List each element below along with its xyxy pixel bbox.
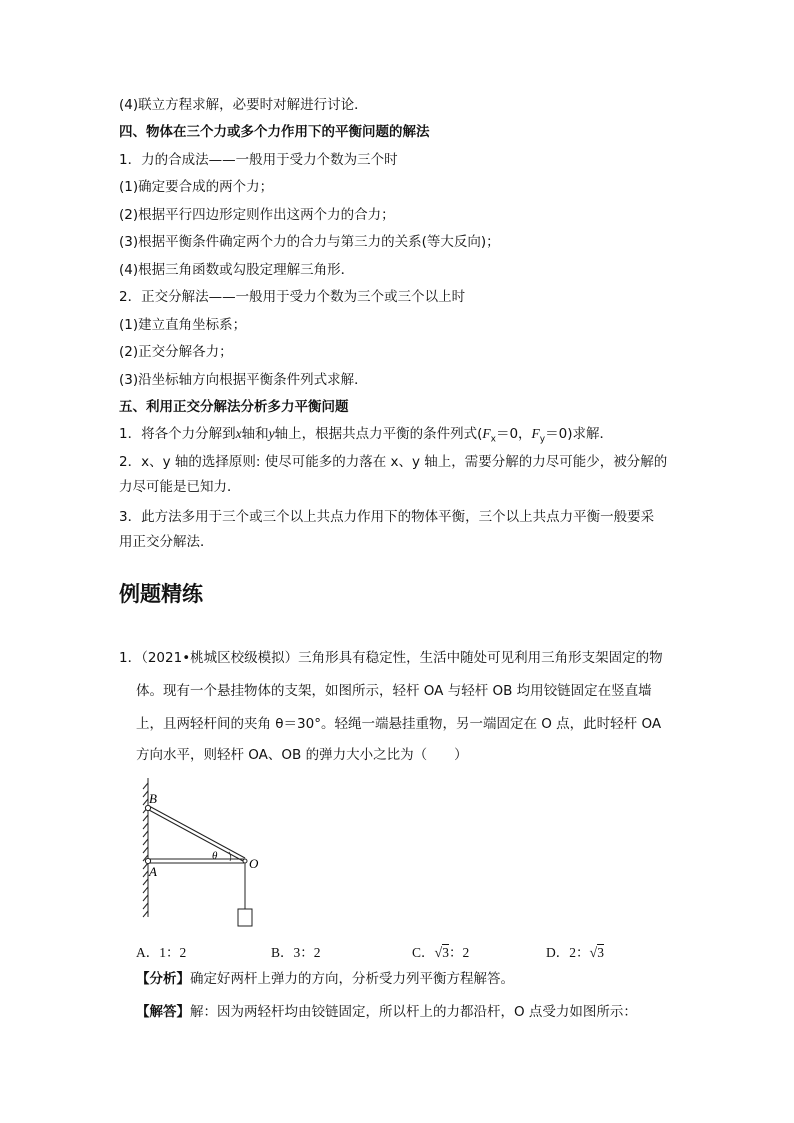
text-line: (4)联立方程求解，必要时对解进行讨论． xyxy=(119,97,368,113)
rod-ob xyxy=(149,806,245,861)
text-line: 2．正交分解法——一般用于受力个数为三个或三个以上时 xyxy=(119,289,466,305)
section-heading-four: 四、物体在三个力或多个力作用下的平衡问题的解法 xyxy=(119,124,430,140)
item-two-line2: 力尽可能是已知力． xyxy=(119,479,241,495)
item-two-line1: 2．x、y 轴的选择原则: 使尽可能多的力落在 x、y 轴上，需要分解的力尽可能少，被分解的 xyxy=(119,454,668,470)
text-line: (2)根据平行四边形定则作出这两个力的合力； xyxy=(119,207,395,223)
sqrt-sign: √ xyxy=(589,946,598,961)
bracket-diagram xyxy=(128,775,278,935)
option-b[interactable]: B．3：2 xyxy=(271,945,321,960)
sqrt-sign: √ xyxy=(434,946,443,961)
wall-hatching xyxy=(143,783,148,917)
item-three-line2: 用正交分解法． xyxy=(119,534,214,550)
text-line: (2)正交分解各力； xyxy=(119,344,233,360)
label-o: O xyxy=(249,856,259,871)
hinge-b xyxy=(145,805,150,810)
bracket-figure xyxy=(128,775,278,935)
option-d[interactable]: D．2：√3 xyxy=(546,945,604,961)
text-line: (1)确定要合成的两个力； xyxy=(119,179,274,195)
item-three-line1: 3．此方法多用于三个或三个以上共点力作用下的物体平衡，三个以上共点力平衡一般要采 xyxy=(119,509,655,525)
option-a[interactable]: A．1：2 xyxy=(136,945,187,960)
hinge-a xyxy=(145,858,150,863)
section-title: 例题精练 xyxy=(119,582,203,606)
item-one: 1．将各个力分解到x轴和y轴上，根据共点力平衡的条件列式($F_x=0$，$F_y=0$)求解． xyxy=(119,426,613,445)
question-line4: 方向水平，则轻杆 OA、OB 的弹力大小之比为（ ） xyxy=(136,747,468,763)
joint-o xyxy=(243,859,247,863)
text-line: 1．力的合成法——一般用于受力个数为三个时 xyxy=(119,152,398,168)
label-b: B xyxy=(149,791,157,806)
option-c[interactable]: C．√3：2 xyxy=(412,945,470,961)
rod-oa xyxy=(150,859,244,863)
text-line: (1)建立直角坐标系； xyxy=(119,317,247,333)
label-theta: θ xyxy=(212,850,218,862)
label-a: A xyxy=(149,864,157,879)
question-line1: 1．（2021•桃城区校级模拟）三角形具有稳定性，生活中随处可见利用三角形支架固定的物 xyxy=(119,650,663,666)
text-line: (4)根据三角函数或勾股定理解三角形． xyxy=(119,262,355,278)
question-line2: 体。现有一个悬挂物体的支架，如图所示，轻杆 OA 与轻杆 OB 均用铰链固定在竖直墙 xyxy=(136,683,652,699)
text-line: (3)根据平衡条件确定两个力的合力与第三力的关系(等大反向)； xyxy=(119,234,500,250)
question-line3: 上，且两轻杆间的夹角 θ＝30°。轻绳一端悬挂重物，另一端固定在 O 点，此时轻杆 OA xyxy=(136,716,662,732)
section-heading-five: 五、利用正交分解法分析多力平衡问题 xyxy=(119,399,349,415)
solution-line: 【解答】解：因为两轻杆均由铰链固定，所以杆上的力都沿杆，O 点受力如图所示： xyxy=(136,1004,637,1020)
text-line: (3)沿坐标轴方向根据平衡条件列式求解． xyxy=(119,372,368,388)
weight-block xyxy=(238,909,252,926)
analysis-line: 【分析】确定好两杆上弹力的方向，分析受力列平衡方程解答。 xyxy=(136,971,514,987)
